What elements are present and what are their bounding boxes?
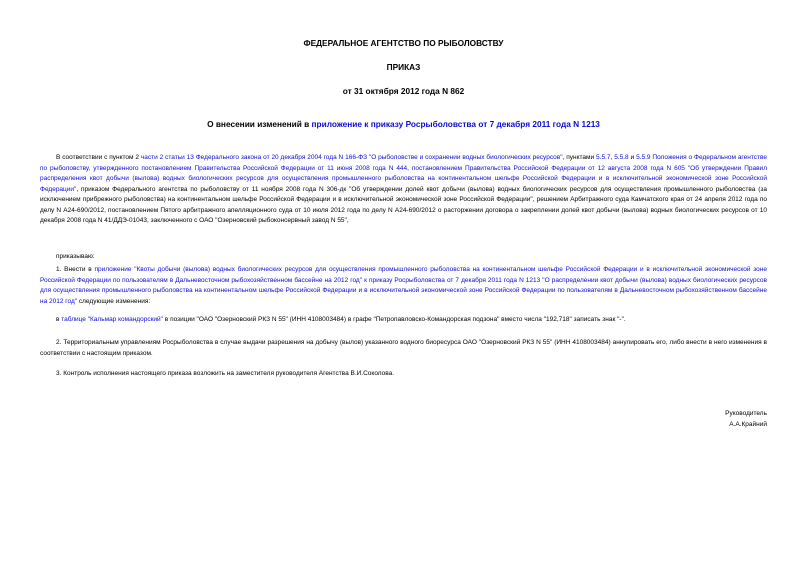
item-1-text-1: 1. Внести в (56, 266, 95, 273)
preamble-text-2: , пунктами (562, 154, 597, 161)
preamble-text-3: , (610, 154, 615, 161)
item-1-sub-text-1: в (56, 316, 62, 323)
preamble-link-559[interactable]: 5.5.9 Положения о Федеральном агентстве по рыболовству, утвержденного постановлением Правительства Российской Федерации от 11 июня 2008 года N 444 (40, 154, 767, 172)
preamble-text-6: , приказом Федерального агентства по рыболовству от 11 ноября 2008 года N 306-дк "Об утверждении долей квот добычи (вылова) водных биологических ресурсов для осуществления промышленного рыболовства (за исключением прибрежного рыболовства) на континентальном шельфе Российской Федерации и в исключительной экономической зоне Российской Федерации", решением Арбитражного суда Камчатского края от 24 апреля 2012 года по делу N А24-690/2012, постановлением Пятого арбитражного апелляционного суда от 10 июля 2012 года по делу N А24-690/2012 о расторжении договора о закреплении долей квот добычи (вылова) водных биологических ресурсов от 10 декабря 2008 года N 41/ДДЭ-01043, заключенного с ОАО "Озерновский рыбоконсервный завод N 55", (40, 185, 767, 224)
preamble-text-5: , (407, 164, 412, 172)
preamble-link-605[interactable]: постановлением Правительства Российской Федерации от 12 августа 2008 года N 605 "Об утверждении Правил распределения квот добычи (вылова) водных биологических ресурсов для осуществления промышленного рыболовства на континентальном шельфе Российской Федерации и в исключительной экономической зоне Российской Федерации" (40, 164, 767, 193)
signature-title: Руководитель (725, 410, 767, 417)
preamble-link-557[interactable]: 5.5.7 (596, 154, 611, 161)
preamble-text-1: В соответствии с пунктом 2 (56, 154, 141, 161)
item-1-sub-text-2: в позиции "ОАО "Озерновский РКЗ N 55" (ИНН 4108003484) в графе "Петропавловско-Командорская подзона" вместо числа "192,718" записать знак "-". (163, 316, 626, 323)
item-3-paragraph: 3. Контроль исполнения настоящего приказа возложить на заместителя руководителя Агентства В.И.Соколова. (56, 370, 395, 377)
item-1-paragraph (40, 265, 767, 307)
signature-name: А.А.Крайний (729, 420, 767, 428)
doc-type-title: ПРИКАЗ (386, 62, 421, 72)
doc-subject (40, 119, 767, 129)
preamble-link-558[interactable]: 5.5.8 (614, 154, 629, 161)
subject-link[interactable]: приложение к приказу Росрыболовства от 7 декабря 2011 года N 1213 (311, 119, 600, 129)
preamble-link-law[interactable]: части 2 статьи 13 Федерального закона от 20 декабря 2004 года N 166-ФЗ "О рыболовстве и сохранении водных биологических ресурсов" (140, 154, 563, 161)
item-2-paragraph: 2. Территориальным управлениям Росрыболовства в случае выдачи разрешения на добычу (вылов) указанного водного биоресурса ОАО "Озерновский РКЗ N 55" (ИНН 4108003484) аннулировать его, либо внести в него изменения в соответствии с настоящим приказом. (40, 339, 767, 357)
subject-prefix: О внесении изменений в (207, 119, 312, 129)
item-1-link-appendix[interactable]: приложение "Квоты добычи (вылова) водных биологических ресурсов для осуществления промышленного рыболовства на континентальном шельфе Российской Федерации и в исключительной экономической зоне Российской Федерации по пользователям в Дальневосточном рыбохозяйственном бассейне на 2012 год" к приказу Росрыболовства от 7 декабря 2011 года N 1213 "О распределении квот добычи (вылова) водных биологических ресурсов для осуществления промышленного рыболовства на континентальном шельфе Российской Федерации и в исключительной экономической зоне Российской Федерации по пользователям в Дальневосточном рыбохозяйственном бассейне на 2012 год" (40, 266, 767, 305)
item-1-sub-paragraph (40, 315, 767, 326)
item-1-sub-link-table[interactable]: таблице "Кальмар командорский" (61, 316, 163, 323)
doc-date: от 31 октября 2012 года N 862 (342, 86, 465, 96)
item-1-text-2: следующие изменения: (77, 297, 151, 305)
order-word: приказываю: (56, 253, 95, 260)
preamble-paragraph (40, 153, 767, 227)
preamble-text-4: и (628, 154, 637, 161)
signature-block (725, 409, 767, 430)
agency-title: ФЕДЕРАЛЬНОЕ АГЕНТСТВО ПО РЫБОЛОВСТВУ (303, 38, 504, 48)
